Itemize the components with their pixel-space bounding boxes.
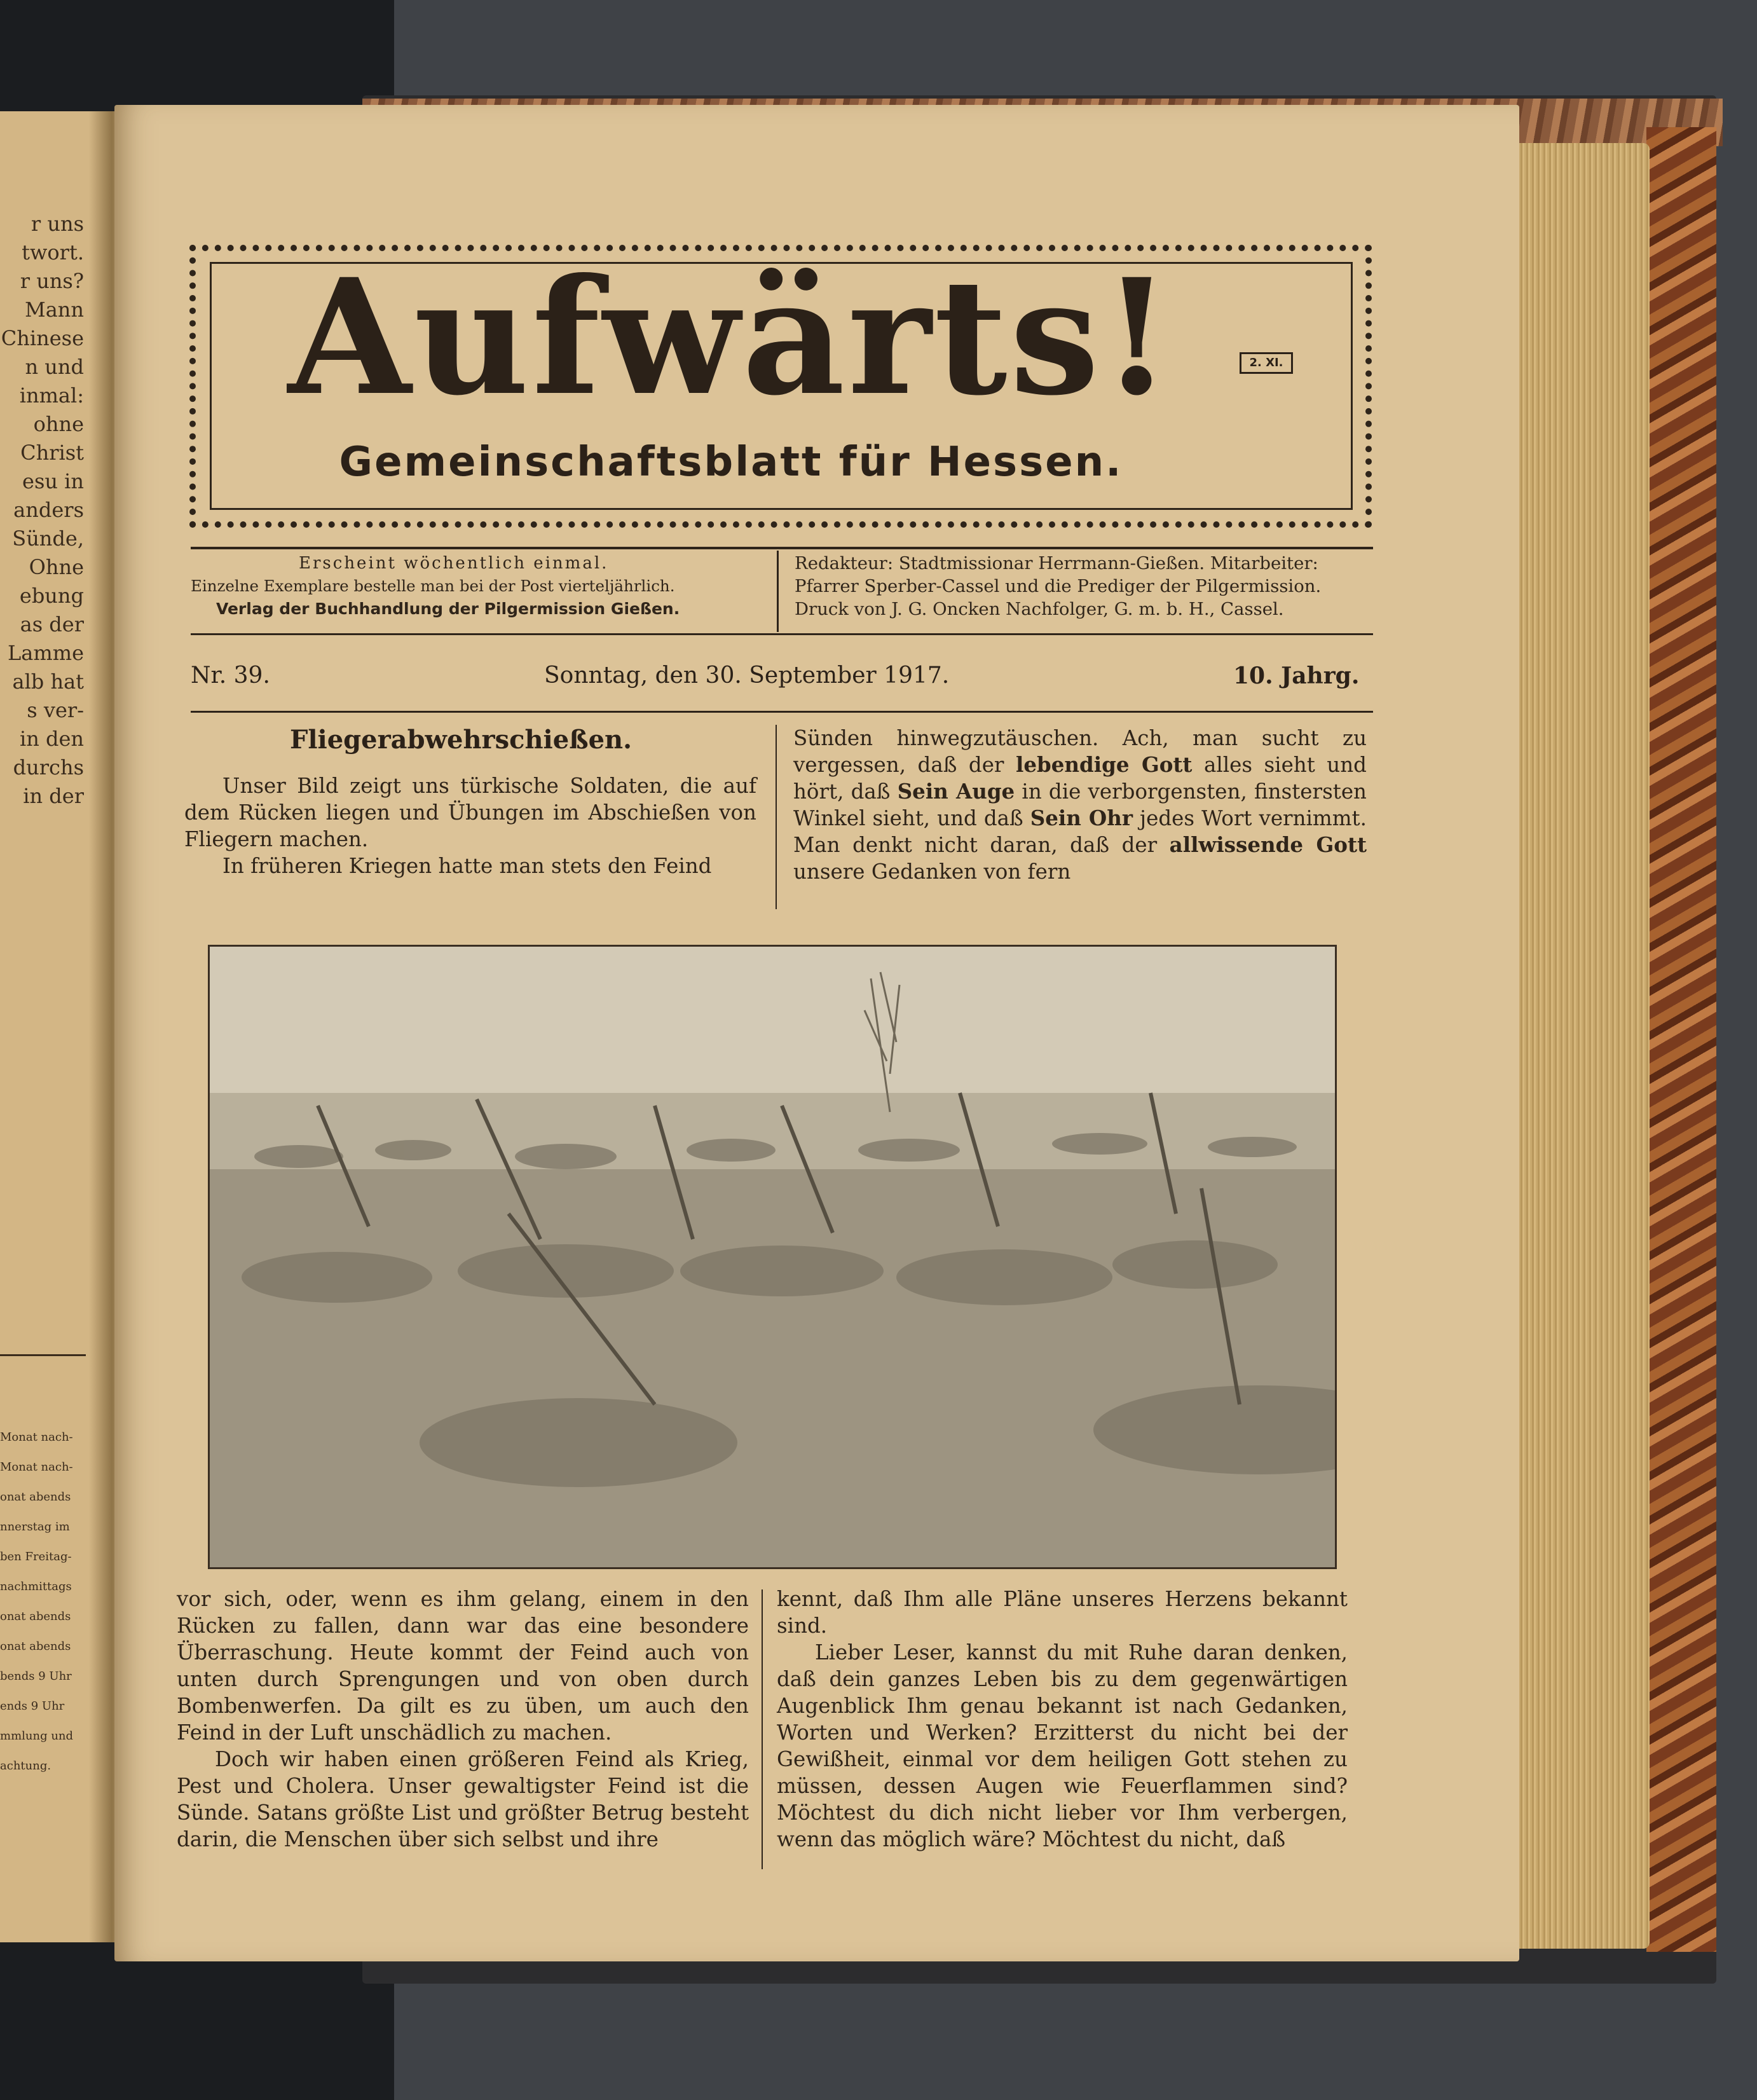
page-edges <box>1513 143 1650 1949</box>
left-page-line: r uns? <box>20 269 84 293</box>
emphasis: lebendige Gott <box>1015 752 1193 777</box>
issue-year: 10. Jahrg. <box>1233 662 1360 689</box>
left-page-line: r uns <box>31 212 84 236</box>
left-page-line: inmal: <box>19 383 84 408</box>
emphasis: Sein Auge <box>897 779 1015 804</box>
left-page-line: in der <box>23 784 84 808</box>
left-page-schedule-line: achtung. <box>0 1759 51 1773</box>
left-page-line: ebung <box>19 584 84 608</box>
left-page-line: alb hat <box>12 669 84 694</box>
left-page-line: Lamme <box>8 641 84 665</box>
text-run: alles sieht und hört, daß <box>793 753 1367 804</box>
column-divider-top <box>776 725 777 909</box>
paragraph: vor sich, oder, wenn es ihm gelang, einem in den Rücken zu fallen, dann war das eine besondere Überraschung. Heute kommt der Feind auch von unten durch Sprengungen und von oben durch Bombenwerfen. Da gilt es zu üben, um auch den Feind in der Luft unschädlich zu machen. <box>177 1587 749 1745</box>
article-col2-top <box>793 725 1367 885</box>
info-left-line-2: Einzelne Exemplare bestelle man bei der Post vierteljährlich. <box>191 577 675 595</box>
left-page-rule <box>0 1354 86 1356</box>
left-page-line: n und <box>25 355 84 379</box>
paragraph: In früheren Kriegen hatte man stets den Feind <box>222 854 712 878</box>
info-bottom-rule <box>191 633 1373 635</box>
article-title: Fliegerabwehrschießen. <box>289 725 632 755</box>
paragraph: kennt, daß Ihm alle Pläne unseres Herzens bekannt sind. <box>777 1587 1348 1638</box>
left-page-line: Chinese <box>1 326 84 350</box>
volume-label: 2. XI. <box>1240 352 1293 374</box>
info-divider <box>777 551 779 632</box>
left-page-line: anders <box>13 498 84 522</box>
left-page-line: esu in <box>22 469 84 493</box>
marbled-cover-edge <box>1646 127 1716 1952</box>
left-page-schedule-line: Monat nach- <box>0 1431 73 1444</box>
text-run: unsere Gedanken von fern <box>793 860 1071 884</box>
column-divider-bottom <box>762 1589 763 1869</box>
article-col1-top <box>184 772 756 879</box>
left-page-line: s ver- <box>27 698 84 722</box>
left-page-line: as der <box>20 612 84 636</box>
info-right-line-3: Druck von J. G. Oncken Nachfolger, G. m. b. H., Cassel. <box>795 599 1284 619</box>
left-page-line: ohne <box>33 412 84 436</box>
left-page-line: durchs <box>13 755 84 779</box>
text-run: in die verborgensten, finstersten Winkel sieht, und daß <box>793 779 1367 830</box>
issue-date: Sonntag, den 30. September 1917. <box>544 662 950 689</box>
paragraph: Lieber Leser, kannst du mit Ruhe daran denken, daß dein ganzes Leben bis zu dem gegenwärtigen Augenblick Ihm genau bekannt ist nach Gedanken, Worten und Werken? Erzitterst du nicht bei der Gewißheit, einmal vor dem heiligen Gott stehen zu müssen, dessen Augen wie Feuerflammen sind? Möchtest du dich nicht lieber vor Ihm verbergen, wenn das möglich wäre? Möchtest du nicht, daß <box>777 1640 1348 1851</box>
text-run: jedes Wort vernimmt. Man denkt nicht daran, daß der <box>793 806 1367 857</box>
info-left-line-1: Erscheint wöchentlich einmal. <box>299 554 609 573</box>
left-page-line: Mann <box>24 298 84 322</box>
left-page-schedule-line: bends 9 Uhr <box>0 1670 72 1683</box>
left-page-schedule-line: onat abends <box>0 1490 71 1504</box>
issue-number: Nr. 39. <box>191 662 270 689</box>
left-page-line: Ohne <box>29 555 84 579</box>
left-page-schedule-line: mmlung und <box>0 1729 74 1743</box>
left-page-schedule-line: onat abends <box>0 1640 71 1653</box>
article-col2-bottom <box>777 1586 1348 1853</box>
masthead-title: Aufwärts! <box>287 244 1175 430</box>
emphasis: allwissende Gott <box>1169 832 1367 857</box>
left-page-schedule-line: ends 9 Uhr <box>0 1699 65 1713</box>
left-page-schedule-line: nachmittags <box>0 1580 72 1593</box>
left-page-schedule <box>0 1431 89 1876</box>
left-page-schedule-line: onat abends <box>0 1610 71 1623</box>
article-col1-bottom <box>177 1586 749 1853</box>
paragraph: Unser Bild zeigt uns türkische Soldaten, die auf dem Rücken liegen und Übungen im Abschießen von Fliegern machen. <box>184 774 756 851</box>
text-run: Sünden hinwegzutäuschen. Ach, man sucht zu vergessen, daß der <box>793 726 1367 777</box>
left-page-schedule-line: ben Freitag- <box>0 1550 72 1563</box>
left-page-line: Christ <box>20 441 84 465</box>
emphasis: Sein Ohr <box>1030 806 1133 830</box>
info-right-line-2: Pfarrer Sperber-Cassel und die Prediger der Pilgermission. <box>795 576 1322 596</box>
masthead-subtitle: Gemeinschaftsblatt für Hessen. <box>339 439 1123 486</box>
photo-soldiers <box>208 945 1337 1569</box>
left-page-schedule-line: nnerstag im <box>0 1520 70 1534</box>
left-page-schedule-line: Monat nach- <box>0 1460 73 1474</box>
info-left-line-3: Verlag der Buchhandlung der Pilgermission Gießen. <box>216 600 680 618</box>
info-top-rule <box>191 547 1373 549</box>
left-page-line: in den <box>19 727 84 751</box>
left-page-line: Sünde, <box>12 526 84 551</box>
paragraph: Doch wir haben einen größeren Feind als Krieg, Pest und Cholera. Unser gewaltigster Feind ist die Sünde. Satans größte List und größter Betrug besteht darin, die Menschen über sich selbst und ihre <box>177 1747 749 1851</box>
left-page-line: twort. <box>22 240 84 264</box>
info-right-line-1: Redakteur: Stadtmissionar Herrmann-Gießen. Mitarbeiter: <box>795 553 1318 573</box>
left-page-text <box>0 210 89 846</box>
issue-rule <box>191 711 1373 713</box>
